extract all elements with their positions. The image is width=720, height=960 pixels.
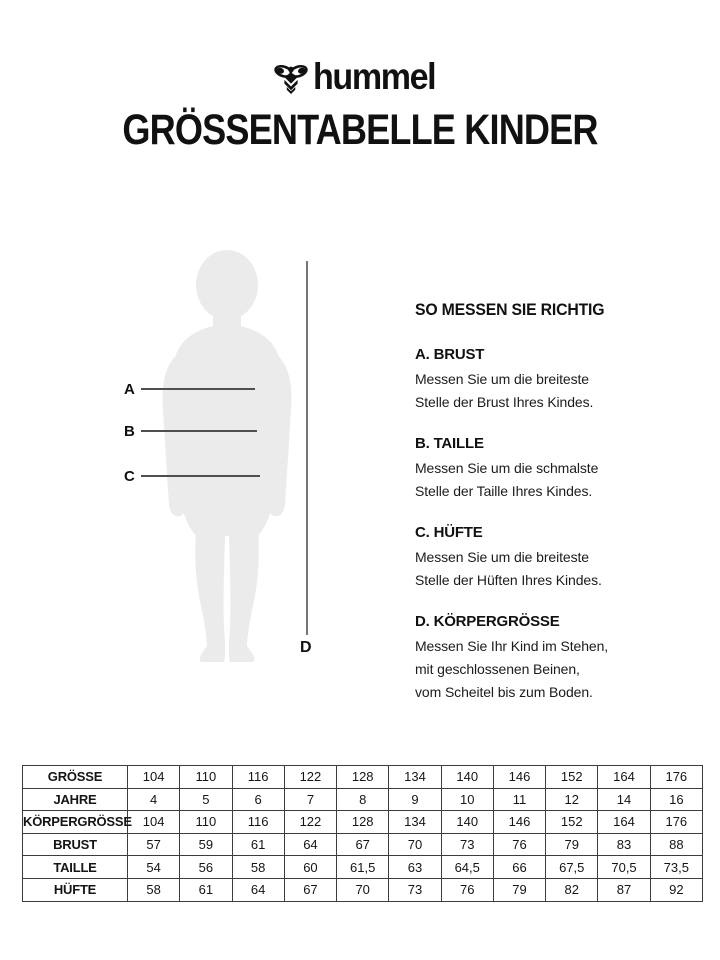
table-cell: 58 (128, 878, 180, 901)
instruction-text-line: Stelle der Brust Ihres Kindes. (415, 394, 594, 410)
table-row-label: BRUST (23, 833, 128, 856)
child-silhouette (150, 248, 308, 666)
table-row-label: JAHRE (23, 788, 128, 811)
instruction-text-line: vom Scheitel bis zum Boden. (415, 684, 593, 700)
table-cell: 12 (546, 788, 598, 811)
table-cell: 8 (337, 788, 389, 811)
table-cell: 59 (180, 833, 232, 856)
table-cell: 79 (493, 878, 545, 901)
table-cell: 176 (650, 766, 702, 789)
table-row (23, 833, 703, 856)
measure-label-d: D (300, 639, 312, 656)
table-cell: 164 (598, 811, 650, 834)
table-cell: 164 (598, 766, 650, 789)
measure-line-chest (141, 388, 255, 390)
instructions-heading: SO MESSEN SIE RICHTIG (415, 300, 605, 319)
table-cell: 70 (389, 833, 441, 856)
measure-line-hip (141, 475, 260, 477)
measure-label-c: C (124, 468, 135, 485)
table-cell: 64,5 (441, 856, 493, 879)
table-cell: 122 (284, 766, 336, 789)
table-row (23, 878, 703, 901)
table-cell: 9 (389, 788, 441, 811)
measure-label-b: B (124, 423, 135, 440)
table-cell: 116 (232, 766, 284, 789)
table-cell: 64 (284, 833, 336, 856)
instruction-text-line: Messen Sie Ihr Kind im Stehen, (415, 638, 609, 654)
instruction-section (415, 524, 635, 592)
instruction-text-line: Stelle der Taille Ihres Kindes. (415, 483, 593, 499)
table-cell: 88 (650, 833, 702, 856)
table-cell: 73,5 (650, 856, 702, 879)
table-row-label: KÖRPERGRÖSSE (23, 811, 128, 834)
table-cell: 64 (232, 878, 284, 901)
table-cell: 5 (180, 788, 232, 811)
table-cell: 67 (284, 878, 336, 901)
table-row (23, 856, 703, 879)
table-cell: 67,5 (546, 856, 598, 879)
table-row-label: HÜFTE (23, 878, 128, 901)
table-cell: 110 (180, 766, 232, 789)
table-row-label: TAILLE (23, 856, 128, 879)
table-cell: 110 (180, 811, 232, 834)
instruction-section-title: A. BRUST (415, 346, 485, 363)
table-cell: 76 (493, 833, 545, 856)
page-title: GRÖSSENTABELLE KINDER (122, 106, 598, 154)
table-cell: 122 (284, 811, 336, 834)
table-cell: 73 (389, 878, 441, 901)
table-cell: 134 (389, 766, 441, 789)
instruction-section-title: D. KÖRPERGRÖSSE (415, 613, 560, 630)
measure-line-height (306, 261, 308, 635)
table-cell: 83 (598, 833, 650, 856)
table-cell: 7 (284, 788, 336, 811)
table-row-label: GRÖSSE (23, 766, 128, 789)
table-cell: 14 (598, 788, 650, 811)
table-cell: 104 (128, 766, 180, 789)
measure-label-a: A (124, 381, 135, 398)
instruction-section-title: C. HÜFTE (415, 524, 483, 541)
table-cell: 76 (441, 878, 493, 901)
table-cell: 140 (441, 811, 493, 834)
table-cell: 128 (337, 811, 389, 834)
table-cell: 61,5 (337, 856, 389, 879)
table-cell: 11 (493, 788, 545, 811)
table-cell: 140 (441, 766, 493, 789)
instruction-text-line: mit geschlossenen Beinen, (415, 661, 580, 677)
table-cell: 54 (128, 856, 180, 879)
table-cell: 66 (493, 856, 545, 879)
table-cell: 87 (598, 878, 650, 901)
instruction-text-line: Messen Sie um die breiteste (415, 549, 589, 565)
instruction-section (415, 346, 635, 414)
table-row (23, 788, 703, 811)
table-cell: 79 (546, 833, 598, 856)
instruction-text-line: Messen Sie um die breiteste (415, 371, 589, 387)
instruction-text-line: Messen Sie um die schmalste (415, 460, 599, 476)
table-cell: 152 (546, 766, 598, 789)
instruction-text-line: Stelle der Hüften Ihres Kindes. (415, 572, 602, 588)
instruction-section-title: B. TAILLE (415, 435, 484, 452)
hummel-wordmark: hummel (313, 55, 436, 97)
table-cell: 61 (180, 878, 232, 901)
table-cell: 10 (441, 788, 493, 811)
table-cell: 73 (441, 833, 493, 856)
measuring-instructions (415, 300, 635, 725)
table-cell: 16 (650, 788, 702, 811)
table-cell: 58 (232, 856, 284, 879)
table-cell: 6 (232, 788, 284, 811)
table-cell: 56 (180, 856, 232, 879)
table-cell: 63 (389, 856, 441, 879)
table-cell: 128 (337, 766, 389, 789)
table-cell: 152 (546, 811, 598, 834)
table-cell: 70 (337, 878, 389, 901)
table-cell: 57 (128, 833, 180, 856)
table-cell: 146 (493, 811, 545, 834)
table-cell: 116 (232, 811, 284, 834)
table-cell: 82 (546, 878, 598, 901)
table-cell: 67 (337, 833, 389, 856)
instruction-sections (415, 346, 635, 704)
instruction-section (415, 435, 635, 503)
table-cell: 61 (232, 833, 284, 856)
table-cell: 60 (284, 856, 336, 879)
table-cell: 104 (128, 811, 180, 834)
table-cell: 134 (389, 811, 441, 834)
table-cell: 70,5 (598, 856, 650, 879)
table-cell: 92 (650, 878, 702, 901)
table-row (23, 811, 703, 834)
table-cell: 146 (493, 766, 545, 789)
size-table (22, 765, 703, 902)
measure-line-waist (141, 430, 257, 432)
table-row (23, 766, 703, 789)
table-cell: 176 (650, 811, 702, 834)
table-cell: 4 (128, 788, 180, 811)
instruction-section (415, 613, 635, 704)
